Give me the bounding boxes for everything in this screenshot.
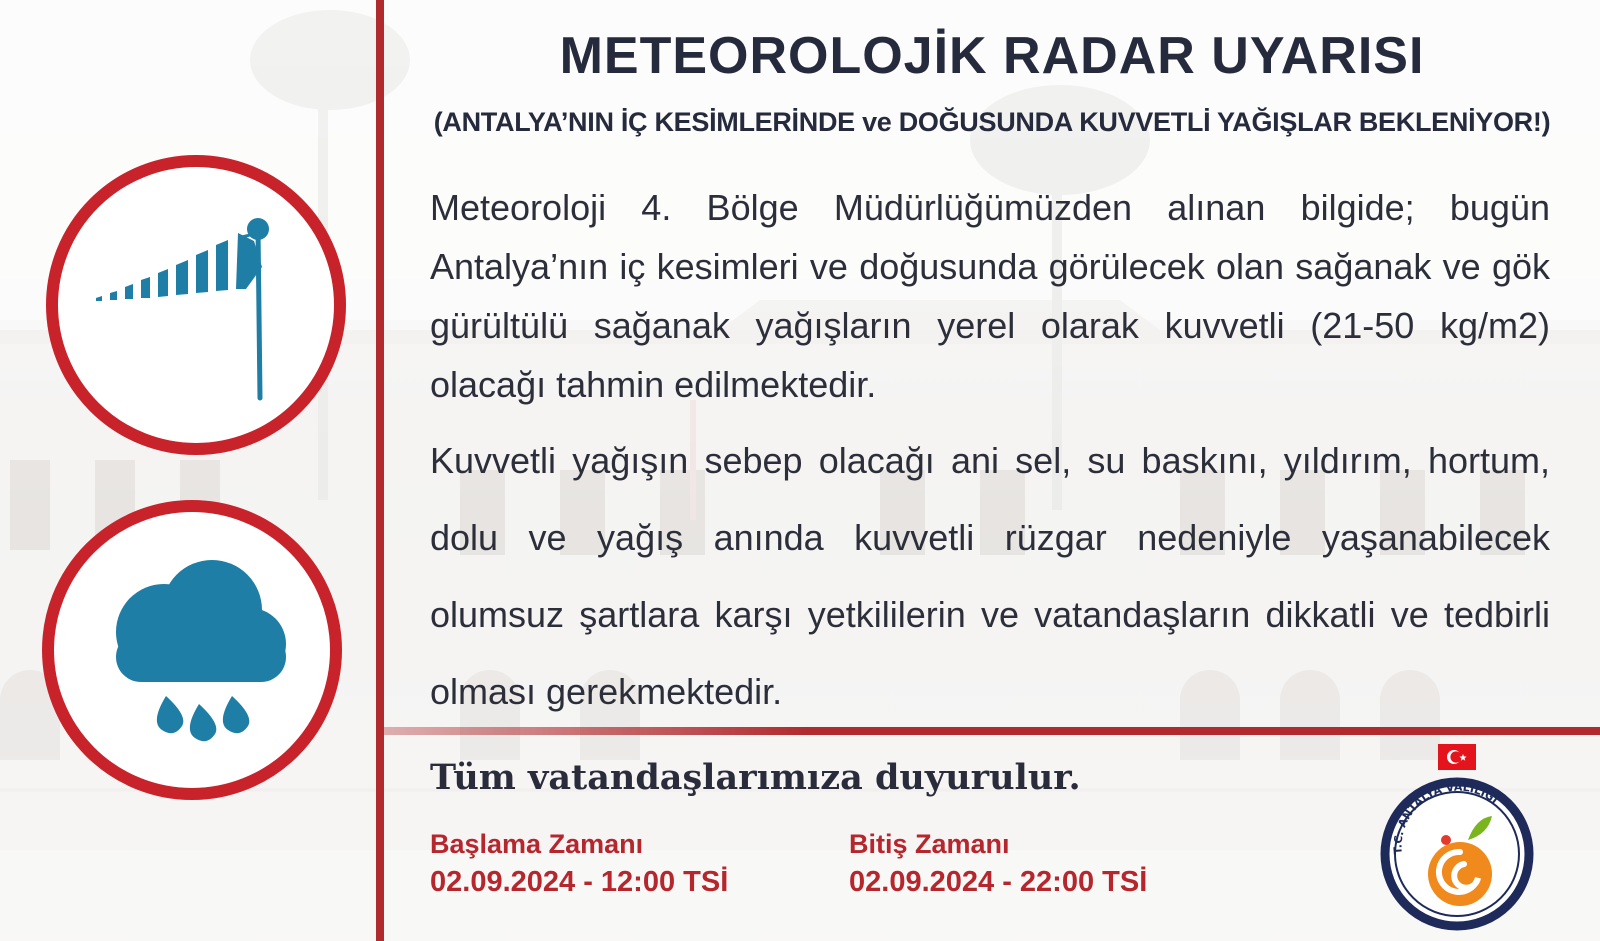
svg-text:T.C. ANTALYA VALİLİĞİ: T.C. ANTALYA VALİLİĞİ (1391, 780, 1501, 855)
start-time-value: 02.09.2024 - 12:00 TSİ (430, 866, 729, 898)
windsock-icon (58, 167, 334, 443)
body-paragraph-1: Meteoroloji 4. Bölge Müdürlüğümüzden alınan bilgide; bugün Antalya’nın iç kesimleri ve doğusunda görülecek olan sağanak ve gök gürültülü sağanak yağışların yerel olarak kuvvetli (21-50 kg/m2) olacağı tahmin edilmektedir. (430, 187, 1550, 405)
vertical-divider (376, 0, 384, 941)
end-time-label: Bitiş Zamanı (849, 829, 1010, 859)
page-title: METEOROLOJİK RADAR UYARISI (559, 27, 1425, 85)
windsock-badge (46, 155, 346, 455)
start-time-label: Başlama Zamanı (430, 829, 644, 859)
end-time-value: 02.09.2024 - 22:00 TSİ (849, 866, 1148, 898)
announcement-text: Tüm vatandaşlarımıza duyurulur. (430, 757, 1081, 798)
page-subtitle: (ANTALYA’NIN İÇ KESİMLERİNDE ve DOĞUSUNDA KUVVETLİ YAĞIŞLAR BEKLENİYOR!) (433, 107, 1551, 137)
body-paragraph-2: Kuvvetli yağışın sebep olacağı ani sel, su baskını, yıldırım, hortum, dolu ve yağış anında kuvvetli rüzgar nedeniyle yaşanabilecek olumsuz şartlara karşı yetkililerin ve vatandaşların dikkatli ve tedbirli olması gerekmektedir. (430, 440, 1550, 712)
rain-badge (42, 500, 342, 800)
antalya-valiligi-logo (1362, 744, 1552, 934)
rain-cloud-icon (54, 512, 330, 788)
